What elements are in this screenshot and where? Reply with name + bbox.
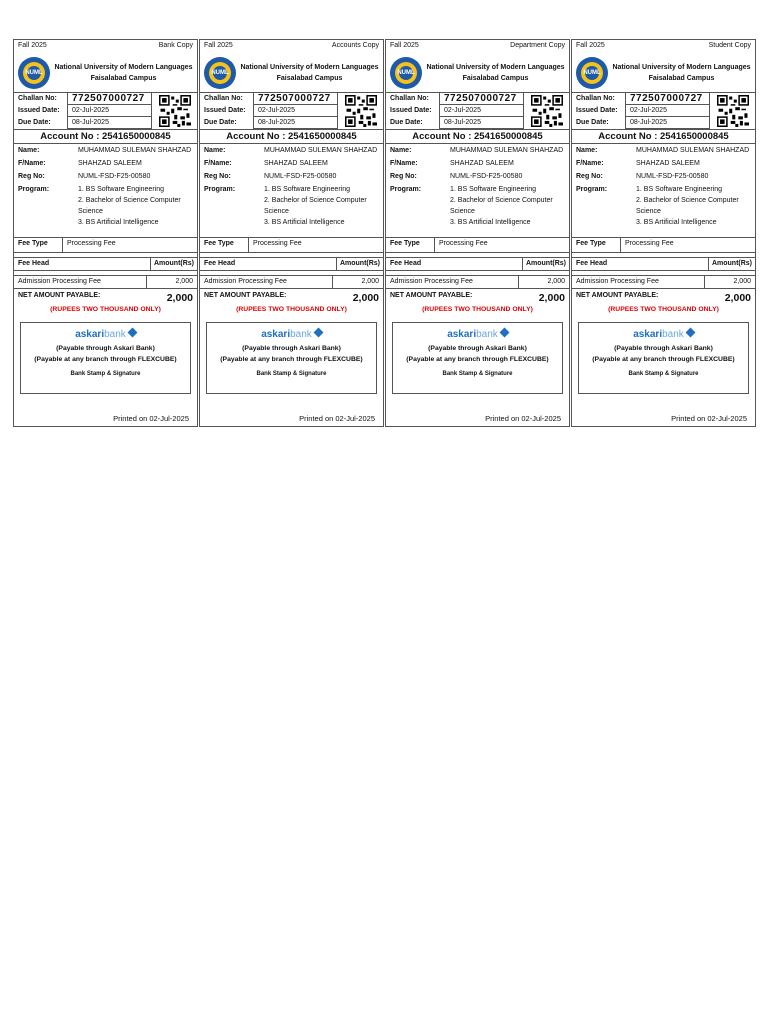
due-date-value: 08-Jul-2025 — [68, 117, 152, 129]
bank-stamp-label: Bank Stamp & Signature — [628, 371, 699, 377]
bank-box — [392, 322, 563, 394]
fee-table-header — [14, 258, 197, 271]
logo-text: NUML — [213, 66, 227, 80]
issued-date-label: Issued Date: — [572, 105, 626, 117]
copy-header — [200, 40, 383, 54]
logo-text: NUML — [27, 66, 41, 80]
name-label: Name: — [18, 147, 40, 154]
issued-date-label: Issued Date: — [386, 105, 440, 117]
account-number: Account No : 2541650000845 — [386, 130, 569, 144]
amount-label: Amount(Rs) — [339, 260, 381, 267]
reg-label: Reg No: — [204, 173, 231, 180]
fname-value: SHAHZAD SALEEM — [264, 160, 328, 167]
logo-text: NUML — [585, 66, 599, 80]
account-number: Account No : 2541650000845 — [572, 130, 755, 144]
bank-box — [578, 322, 749, 394]
copy-header — [386, 40, 569, 54]
reg-label: Reg No: — [576, 173, 603, 180]
printed-on: Printed on 02-Jul-2025 — [113, 414, 189, 423]
challan-no-label: Challan No: — [14, 93, 68, 105]
fee-table-row — [386, 275, 569, 289]
fee-type-row — [14, 238, 197, 253]
copy-type-label: Bank Copy — [158, 42, 193, 49]
student-info — [572, 144, 755, 238]
amount-in-words: (RUPEES TWO THOUSAND ONLY) — [236, 306, 347, 313]
reg-value: NUML-FSD-F25-00580 — [450, 173, 523, 180]
bank-logo — [21, 329, 190, 343]
bank-name-a: askari — [633, 329, 663, 340]
fee-type-value: Processing Fee — [253, 240, 302, 247]
bank-logo — [393, 329, 562, 343]
fee-item: Admission Processing Fee — [386, 276, 519, 288]
bank-line-2: (Payable at any branch through FLEXCUBE) — [220, 356, 363, 363]
student-info — [200, 144, 383, 238]
fee-type-row — [572, 238, 755, 253]
due-date-label: Due Date: — [572, 117, 626, 129]
fee-table-header — [200, 258, 383, 271]
fee-head-label: Fee Head — [572, 258, 709, 270]
bank-name-a: askari — [447, 329, 477, 340]
printed-on: Printed on 02-Jul-2025 — [671, 414, 747, 423]
bank-box — [20, 322, 191, 394]
name-label: Name: — [576, 147, 598, 154]
fname-label: F/Name: — [390, 160, 418, 167]
bank-logo — [207, 329, 376, 343]
amount-label: Amount(Rs) — [153, 260, 195, 267]
program-item: 3. BS Artificial Intelligence — [636, 219, 717, 226]
printed-on: Printed on 02-Jul-2025 — [299, 414, 375, 423]
fee-item: Admission Processing Fee — [200, 276, 333, 288]
fee-table-row — [14, 275, 197, 289]
bank-line-1: (Payable through Askari Bank) — [614, 345, 713, 352]
fname-label: F/Name: — [18, 160, 46, 167]
fee-amount: 2,000 — [361, 278, 379, 285]
name-label: Name: — [204, 147, 226, 154]
term-label: Fall 2025 — [576, 42, 605, 49]
fname-value: SHAHZAD SALEEM — [636, 160, 700, 167]
university-name: National University of Modern Languages Faisalabad Campus — [612, 64, 751, 82]
program-label: Program: — [576, 186, 608, 193]
issued-date-label: Issued Date: — [14, 105, 68, 117]
net-amount-row — [572, 289, 755, 306]
fee-table-header — [572, 258, 755, 271]
program-item: 3. BS Artificial Intelligence — [78, 219, 159, 226]
challan-details — [200, 93, 383, 130]
due-date-label: Due Date: — [14, 117, 68, 129]
program-item: 2. Bachelor of Science Computer Science — [78, 197, 181, 215]
amount-in-words: (RUPEES TWO THOUSAND ONLY) — [608, 306, 719, 313]
name-value: MUHAMMAD SULEMAN SHAHZAD — [78, 147, 192, 154]
name-label: Name: — [390, 147, 412, 154]
issued-date-value: 02-Jul-2025 — [254, 105, 338, 117]
reg-label: Reg No: — [18, 173, 45, 180]
reg-value: NUML-FSD-F25-00580 — [264, 173, 337, 180]
net-amount-value: 2,000 — [352, 292, 379, 304]
net-amount-label: NET AMOUNT PAYABLE: — [204, 292, 287, 299]
term-label: Fall 2025 — [204, 42, 233, 49]
copy-type-label: Student Copy — [708, 42, 751, 49]
program-list — [78, 184, 193, 228]
issued-date-label: Issued Date: — [200, 105, 254, 117]
fee-type-label: Fee Type — [14, 238, 63, 252]
program-item: 3. BS Artificial Intelligence — [264, 219, 345, 226]
qr-code-icon — [531, 95, 563, 127]
copy-header — [572, 40, 755, 54]
fname-value: SHAHZAD SALEEM — [78, 160, 142, 167]
bank-line-1: (Payable through Askari Bank) — [242, 345, 341, 352]
account-number: Account No : 2541650000845 — [14, 130, 197, 144]
program-label: Program: — [390, 186, 422, 193]
university-header — [200, 54, 383, 93]
net-amount-value: 2,000 — [724, 292, 751, 304]
issued-date-value: 02-Jul-2025 — [68, 105, 152, 117]
challan-copy — [571, 39, 756, 427]
challan-copy — [13, 39, 198, 427]
net-amount-row — [14, 289, 197, 306]
bank-line-2: (Payable at any branch through FLEXCUBE) — [406, 356, 549, 363]
bank-diamond-icon — [127, 328, 137, 338]
university-logo-icon — [576, 57, 608, 89]
fee-type-label: Fee Type — [386, 238, 435, 252]
amount-label: Amount(Rs) — [525, 260, 567, 267]
fname-value: SHAHZAD SALEEM — [450, 160, 514, 167]
bank-stamp-label: Bank Stamp & Signature — [70, 371, 141, 377]
program-list — [636, 184, 751, 228]
program-item: 2. Bachelor of Science Computer Science — [636, 197, 739, 215]
challan-no-value: 772507000727 — [254, 93, 338, 105]
reg-value: NUML-FSD-F25-00580 — [78, 173, 151, 180]
program-list — [264, 184, 379, 228]
bank-name-a: askari — [261, 329, 291, 340]
reg-label: Reg No: — [390, 173, 417, 180]
net-amount-value: 2,000 — [538, 292, 565, 304]
name-value: MUHAMMAD SULEMAN SHAHZAD — [264, 147, 378, 154]
fee-item: Admission Processing Fee — [572, 276, 705, 288]
university-name: National University of Modern Languages Faisalabad Campus — [54, 64, 193, 82]
program-item: 2. Bachelor of Science Computer Science — [450, 197, 553, 215]
challan-no-value: 772507000727 — [440, 93, 524, 105]
university-logo-icon — [390, 57, 422, 89]
challan-no-value: 772507000727 — [68, 93, 152, 105]
due-date-label: Due Date: — [386, 117, 440, 129]
program-item: 1. BS Software Engineering — [450, 186, 536, 193]
due-date-value: 08-Jul-2025 — [440, 117, 524, 129]
fee-table-header — [386, 258, 569, 271]
bank-name-b: bank — [290, 329, 312, 340]
bank-stamp-label: Bank Stamp & Signature — [442, 371, 513, 377]
qr-code-icon — [717, 95, 749, 127]
challan-details — [386, 93, 569, 130]
fname-label: F/Name: — [576, 160, 604, 167]
fee-head-label: Fee Head — [386, 258, 523, 270]
program-list — [450, 184, 565, 228]
program-item: 1. BS Software Engineering — [78, 186, 164, 193]
name-value: MUHAMMAD SULEMAN SHAHZAD — [450, 147, 564, 154]
account-number: Account No : 2541650000845 — [200, 130, 383, 144]
university-name: National University of Modern Languages Faisalabad Campus — [426, 64, 565, 82]
net-amount-value: 2,000 — [166, 292, 193, 304]
fee-head-label: Fee Head — [200, 258, 337, 270]
bank-line-2: (Payable at any branch through FLEXCUBE) — [592, 356, 735, 363]
challan-sheet — [13, 39, 756, 427]
program-label: Program: — [204, 186, 236, 193]
due-date-value: 08-Jul-2025 — [254, 117, 338, 129]
name-value: MUHAMMAD SULEMAN SHAHZAD — [636, 147, 750, 154]
issued-date-value: 02-Jul-2025 — [440, 105, 524, 117]
university-header — [572, 54, 755, 93]
due-date-value: 08-Jul-2025 — [626, 117, 710, 129]
fee-table-row — [572, 275, 755, 289]
program-item: 1. BS Software Engineering — [264, 186, 350, 193]
term-label: Fall 2025 — [390, 42, 419, 49]
issued-date-value: 02-Jul-2025 — [626, 105, 710, 117]
copy-type-label: Department Copy — [510, 42, 565, 49]
net-amount-label: NET AMOUNT PAYABLE: — [18, 292, 101, 299]
fee-type-label: Fee Type — [572, 238, 621, 252]
student-info — [386, 144, 569, 238]
net-amount-row — [386, 289, 569, 306]
university-logo-icon — [18, 57, 50, 89]
challan-no-label: Challan No: — [572, 93, 626, 105]
bank-diamond-icon — [685, 328, 695, 338]
bank-logo — [579, 329, 748, 343]
net-amount-row — [200, 289, 383, 306]
program-label: Program: — [18, 186, 50, 193]
program-item: 3. BS Artificial Intelligence — [450, 219, 531, 226]
fname-label: F/Name: — [204, 160, 232, 167]
challan-no-value: 772507000727 — [626, 93, 710, 105]
bank-name-a: askari — [75, 329, 105, 340]
bank-diamond-icon — [313, 328, 323, 338]
copy-type-label: Accounts Copy — [331, 42, 379, 49]
fee-amount: 2,000 — [547, 278, 565, 285]
bank-name-b: bank — [476, 329, 498, 340]
bank-stamp-label: Bank Stamp & Signature — [256, 371, 327, 377]
bank-name-b: bank — [662, 329, 684, 340]
copy-header — [14, 40, 197, 54]
fee-type-row — [386, 238, 569, 253]
challan-no-label: Challan No: — [200, 93, 254, 105]
challan-copy — [199, 39, 384, 427]
qr-code-icon — [159, 95, 191, 127]
net-amount-label: NET AMOUNT PAYABLE: — [576, 292, 659, 299]
fee-item: Admission Processing Fee — [14, 276, 147, 288]
fee-amount: 2,000 — [175, 278, 193, 285]
fee-type-value: Processing Fee — [625, 240, 674, 247]
printed-on: Printed on 02-Jul-2025 — [485, 414, 561, 423]
logo-text: NUML — [399, 66, 413, 80]
university-header — [14, 54, 197, 93]
bank-line-1: (Payable through Askari Bank) — [56, 345, 155, 352]
challan-details — [572, 93, 755, 130]
qr-code-icon — [345, 95, 377, 127]
fee-type-value: Processing Fee — [67, 240, 116, 247]
challan-no-label: Challan No: — [386, 93, 440, 105]
bank-diamond-icon — [499, 328, 509, 338]
fee-amount: 2,000 — [733, 278, 751, 285]
challan-copy — [385, 39, 570, 427]
program-item: 2. Bachelor of Science Computer Science — [264, 197, 367, 215]
university-logo-icon — [204, 57, 236, 89]
fee-type-value: Processing Fee — [439, 240, 488, 247]
bank-name-b: bank — [104, 329, 126, 340]
fee-type-label: Fee Type — [200, 238, 249, 252]
bank-box — [206, 322, 377, 394]
challan-details — [14, 93, 197, 130]
amount-in-words: (RUPEES TWO THOUSAND ONLY) — [422, 306, 533, 313]
fee-head-label: Fee Head — [14, 258, 151, 270]
reg-value: NUML-FSD-F25-00580 — [636, 173, 709, 180]
amount-label: Amount(Rs) — [711, 260, 753, 267]
term-label: Fall 2025 — [18, 42, 47, 49]
net-amount-label: NET AMOUNT PAYABLE: — [390, 292, 473, 299]
program-item: 1. BS Software Engineering — [636, 186, 722, 193]
student-info — [14, 144, 197, 238]
bank-line-2: (Payable at any branch through FLEXCUBE) — [34, 356, 177, 363]
fee-type-row — [200, 238, 383, 253]
amount-in-words: (RUPEES TWO THOUSAND ONLY) — [50, 306, 161, 313]
university-name: National University of Modern Languages Faisalabad Campus — [240, 64, 379, 82]
university-header — [386, 54, 569, 93]
due-date-label: Due Date: — [200, 117, 254, 129]
bank-line-1: (Payable through Askari Bank) — [428, 345, 527, 352]
fee-table-row — [200, 275, 383, 289]
